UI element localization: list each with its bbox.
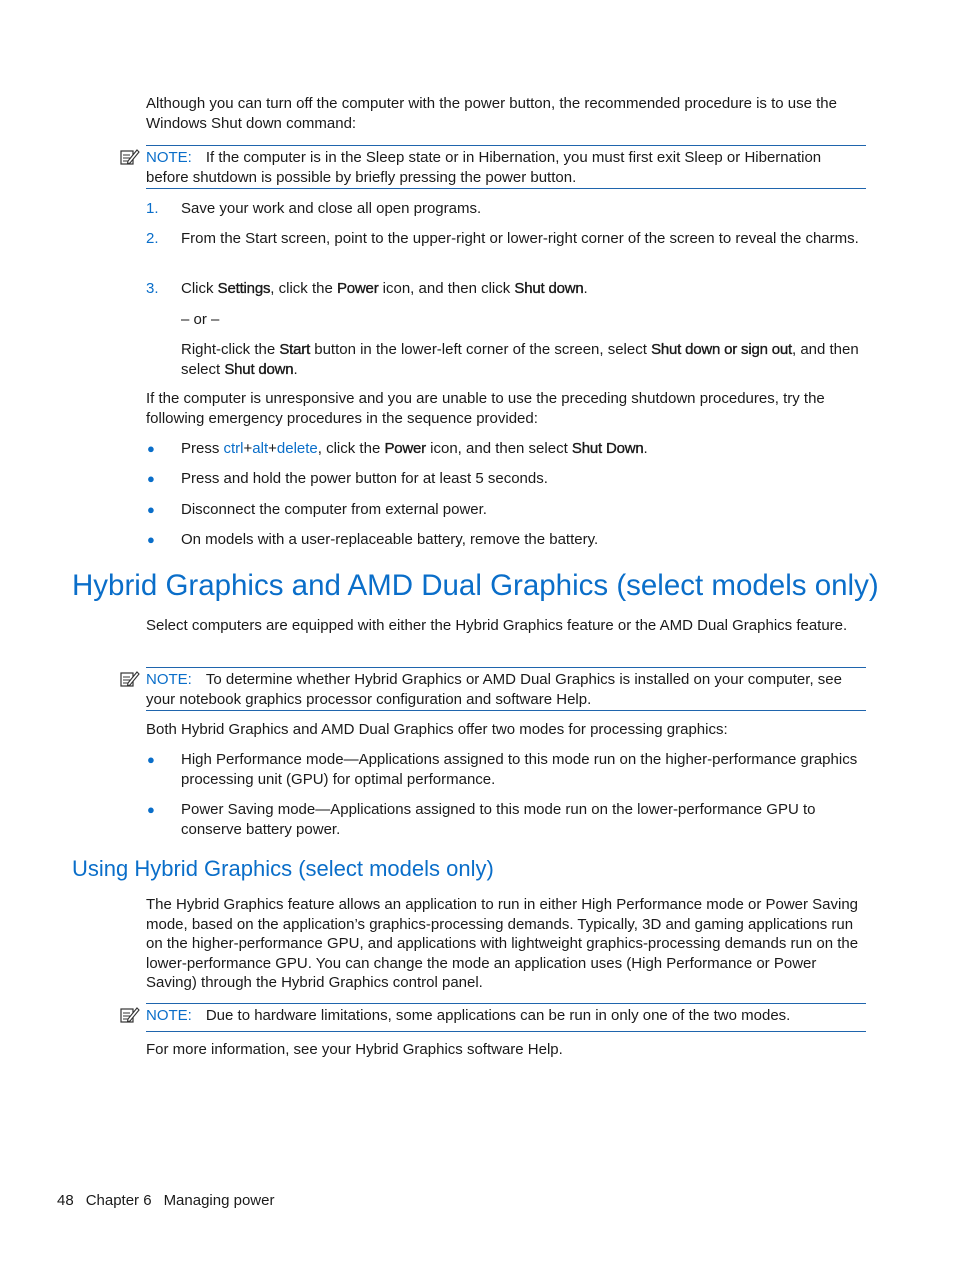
note-box [146,1003,866,1032]
list-item [146,279,866,299]
list-item: ● Press and hold the power button for at least 5 seconds. [147,470,548,487]
bullet-icon: ● [147,752,155,767]
list-item [146,229,866,249]
bullet-icon: ● [147,441,155,456]
bullet-icon: ● [147,532,155,547]
step-number: 1. [146,200,159,217]
note-label: NOTE: [146,671,192,688]
page-number: 48 [57,1192,74,1209]
key-alt: alt [252,440,269,457]
chapter-label: Chapter 6 [85,1192,152,1209]
more-info: For more information, see your Hybrid Graphics software Help. [146,1041,563,1058]
step-number: 2. [146,230,159,247]
modes-intro: Both Hybrid Graphics and AMD Dual Graphics offer two modes for processing graphics: [146,721,728,738]
list-item [146,199,866,219]
ui-term-shut-down: Shut down [514,280,584,297]
intro-paragraph: Although you can turn off the computer with the power button, the recommended procedure is to use the Windows Shut down command: [146,95,837,132]
step-text: From the Start screen, point to the upper-right or lower-right corner of the screen to reveal the charms. [181,230,859,247]
hybrid-intro: Select computers are equipped with either the Hybrid Graphics feature or the AMD Dual Graphics feature. [146,617,848,634]
step-text: Click Settings, click the Power icon, and then click Shut down. [181,280,588,297]
note-icon [120,670,140,688]
list-item: ● High Performance mode—Applications assigned to this mode run on the higher-performance graphics processing unit (GPU) for optimal performance. [147,751,858,788]
note-icon [120,1006,140,1024]
ui-term-power: Power [384,440,426,457]
note-icon [120,148,140,166]
bullet-icon: ● [147,471,155,486]
key-delete: delete [276,440,318,457]
list-item: ● On models with a user-replaceable battery, remove the battery. [147,531,599,548]
note-box [146,145,866,189]
note-box [146,667,866,711]
note-text: To determine whether Hybrid Graphics or AMD Dual Graphics is installed on your computer, see your notebook graphics processor configuration and software Help. [146,671,842,708]
bullet-icon: ● [147,802,155,817]
ui-term-shut-down: Shut down [224,360,294,378]
list-item: ● Power Saving mode—Applications assigned to this mode run on the lower-performance GPU to conserve battery power. [147,801,816,838]
ui-term-power: Power [336,280,379,297]
section-heading: Hybrid Graphics and AMD Dual Graphics (select models only) [72,569,879,602]
subsection-heading: Using Hybrid Graphics (select models only) [72,856,494,881]
emergency-intro: If the computer is unresponsive and you are unable to use the preceding shutdown procedures, try the following emergency procedures in the sequence provided: [146,390,825,427]
chapter-title: Managing power [163,1192,275,1209]
ui-term-settings: Settings [217,280,271,297]
note-label: NOTE: [146,149,192,166]
ui-term-start: Start [279,341,311,358]
step-number: 3. [146,280,159,297]
note-label: NOTE: [146,1007,192,1024]
ui-term-shut-down: Shut Down [571,440,644,457]
page-footer [57,1191,286,1211]
note-text: If the computer is in the Sleep state or in Hibernation, you must first exit Sleep or Hibernation before shutdown is possible by briefly pressing the power button. [146,149,822,186]
or-separator: – or – [181,311,220,328]
list-item: ● Disconnect the computer from external power. [147,501,487,518]
bullet-icon: ● [147,502,155,517]
note-text: Due to hardware limitations, some applications can be run in only one of the two modes. [205,1007,791,1024]
hybrid-paragraph: The Hybrid Graphics feature allows an application to run in either High Performance mode or Power Saving mode, based on the application’s graphics-processing demands. Typically, 3D and gaming applications run on the higher-performance GPU, and applications with lightweight graphics-processing demands run on the lower-performance GPU. You can change the mode an application uses (High Performance or Power Saving) through the Hybrid Graphics control panel. [146,896,859,991]
step-text: Save your work and close all open programs. [181,200,482,217]
key-ctrl: ctrl [223,440,244,457]
alternative-step: Right-click the Start button in the lower-left corner of the screen, select Shut down or sign out, and then select Shut down. [181,341,859,378]
ui-term-shut-down-or-sign-out: Shut down or sign out [651,341,792,358]
list-item: ● Press ctrl+alt+delete, click the Power icon, and then select Shut Down. [147,440,648,457]
